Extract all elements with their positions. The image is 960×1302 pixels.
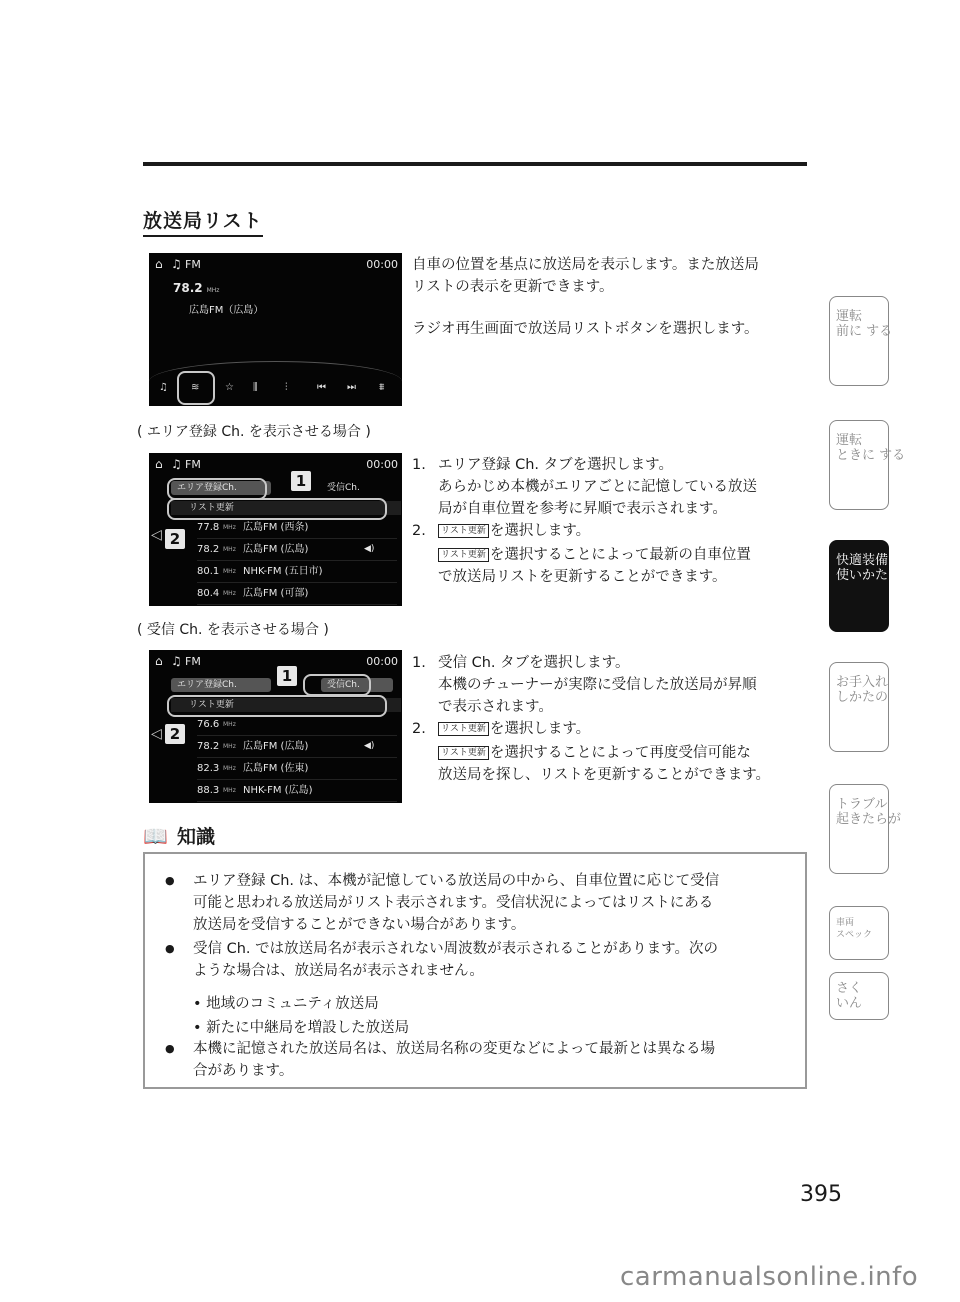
refresh-list-button[interactable]: リスト更新: [171, 501, 401, 515]
knowledge-item: ● エリア登録 Ch. は、本機が記憶している放送局の中から、自車位置に応じて受信 可能と思われる放送局がリスト表示されます。受信状況によってはリストにある 放送局を受信することができない場合があります。: [165, 873, 720, 933]
home-icon: ⌂: [155, 257, 163, 271]
tab-area-ch[interactable]: エリア登録Ch.: [171, 481, 271, 495]
favorite-icon[interactable]: ☆: [225, 382, 234, 393]
page-number: 395: [800, 1182, 842, 1207]
speaker-icon: ◀): [364, 544, 375, 554]
book-icon: 📖: [143, 824, 168, 848]
list-item[interactable]: 76.6 MHz: [197, 714, 397, 736]
back-arrow-icon[interactable]: ◁: [151, 726, 162, 742]
station-list: [197, 517, 397, 605]
band-label: FM: [185, 458, 201, 471]
settings-icon[interactable]: ⩩: [379, 382, 385, 393]
equalizer-icon[interactable]: ⫼: [253, 382, 258, 393]
list-item[interactable]: 80.4 MHz 広島FM (可部): [197, 583, 397, 605]
steps-received: 1. 受信 Ch. タブを選択します。 本機のチューナーが実際に受信した放送局が昇順 で表示されます。 2. リスト更新 を選択します。 リスト更新 を選択することによって再度受信可能な 放送局を探し、リストを更新することができます。: [412, 655, 771, 783]
band-label: FM: [185, 258, 201, 271]
callout-badge-1: 1: [291, 471, 311, 491]
caption-received: ( 受信 Ch. を表示させる場合 ): [137, 622, 329, 638]
side-tab-maintenance[interactable]: お手入れ しかたの: [829, 662, 889, 752]
knowledge-subitem: • 新たに中継局を増設した放送局: [193, 1020, 410, 1036]
back-arrow-icon[interactable]: ◁: [151, 527, 162, 543]
steps-area: 1. エリア登録 Ch. タブを選択します。 あらかじめ本機がエリアごとに記憶している放送 局が自車位置を参考に昇順で表示されます。 2. リスト更新 を選択します。 リスト更新 を選択することによって最新の自車位置 で放送局リストを更新することができます。: [412, 457, 757, 585]
tab-received-ch[interactable]: 受信Ch.: [321, 678, 393, 692]
intro-line-3: ラジオ再生画面で放送局リストボタンを選択します。: [412, 321, 759, 337]
refresh-button-ref: リスト更新: [438, 548, 489, 562]
frequency: 78.2 MHz: [173, 281, 220, 295]
clock: 00:00: [366, 655, 398, 668]
refresh-button-ref: リスト更新: [438, 524, 489, 538]
list-item[interactable]: 78.2 MHz 広島FM (広島) ◀): [197, 736, 397, 758]
side-tab-while-driving[interactable]: 運転 ときに する: [829, 420, 889, 510]
refresh-list-button[interactable]: リスト更新: [171, 698, 401, 712]
list-item[interactable]: 80.1 MHz NHK-FM (五日市): [197, 561, 397, 583]
knowledge-box: [143, 852, 807, 1089]
refresh-button-ref: リスト更新: [438, 746, 489, 760]
list-item[interactable]: 88.3 MHz NHK-FM (広島): [197, 780, 397, 802]
list-item[interactable]: 82.3 MHz 広島FM (佐東): [197, 758, 397, 780]
list-item[interactable]: 77.8 MHz 広島FM (西条): [197, 517, 397, 539]
watermark: carmanualsonline.info: [620, 1262, 919, 1292]
radio-screen-3: [149, 650, 402, 803]
station-list: [197, 714, 397, 802]
top-rule: [143, 162, 807, 166]
tab-highlight: [303, 674, 371, 696]
side-tab-before-driving[interactable]: 運転 前に する: [829, 296, 889, 386]
side-tab-index[interactable]: さく いん: [829, 972, 889, 1020]
tab-received-ch[interactable]: 受信Ch.: [327, 483, 360, 493]
side-tab-trouble[interactable]: トラブル 起きたらが: [829, 784, 889, 874]
callout-badge-2: 2: [165, 529, 185, 549]
list-item[interactable]: 78.2 MHz 広島FM (広島) ◀): [197, 539, 397, 561]
radio-screen-1: [149, 253, 402, 406]
side-tab-comfort-equipment[interactable]: 快適装備の 使いかた: [829, 540, 889, 632]
tab-area-ch[interactable]: エリア登録Ch.: [171, 678, 271, 692]
station-name: 広島FM（広島）: [189, 305, 264, 316]
callout-badge-2: 2: [165, 724, 185, 744]
music-note-icon: ♫: [171, 654, 182, 668]
knowledge-subitem: • 地域のコミュニティ放送局: [193, 996, 379, 1012]
tab-highlight: [167, 478, 267, 500]
clock: 00:00: [366, 458, 398, 471]
knowledge-item: ● 受信 Ch. では放送局名が表示されない周波数が表示されることがあります。次の ような場合は、放送局名が表示されません。: [165, 941, 718, 979]
highlight-ring: [177, 371, 215, 405]
music-note-icon: ♫: [171, 457, 182, 471]
speaker-icon: ◀): [364, 741, 375, 751]
intro-line-1: 自車の位置を基点に放送局を表示します。また放送局: [412, 257, 759, 273]
home-icon: ⌂: [155, 457, 163, 471]
station-list-icon[interactable]: ≋: [191, 382, 200, 393]
radio-screen-2: [149, 453, 402, 606]
clock: 00:00: [366, 258, 398, 271]
tune-icon[interactable]: ⫶: [285, 382, 288, 393]
side-tab-specs[interactable]: 車両 スペック: [829, 906, 889, 960]
caption-area: ( エリア登録 Ch. を表示させる場合 ): [137, 424, 371, 440]
knowledge-item: ● 本機に記憶された放送局名は、放送局名称の変更などによって最新とは異なる場 合があります。: [165, 1041, 715, 1079]
section-title: 放送局リスト: [143, 206, 263, 237]
music-note-icon: ♫: [171, 257, 182, 271]
refresh-button-ref: リスト更新: [438, 722, 489, 736]
next-icon[interactable]: ⏭: [347, 382, 356, 393]
knowledge-title: 📖 知識: [143, 824, 216, 848]
prev-icon[interactable]: ⏮: [317, 382, 326, 393]
home-icon: ⌂: [155, 654, 163, 668]
music-icon[interactable]: ♫: [159, 382, 168, 393]
callout-badge-1: 1: [277, 666, 297, 686]
band-label: FM: [185, 655, 201, 668]
intro-line-2: リストの表示を更新できます。: [412, 279, 614, 295]
